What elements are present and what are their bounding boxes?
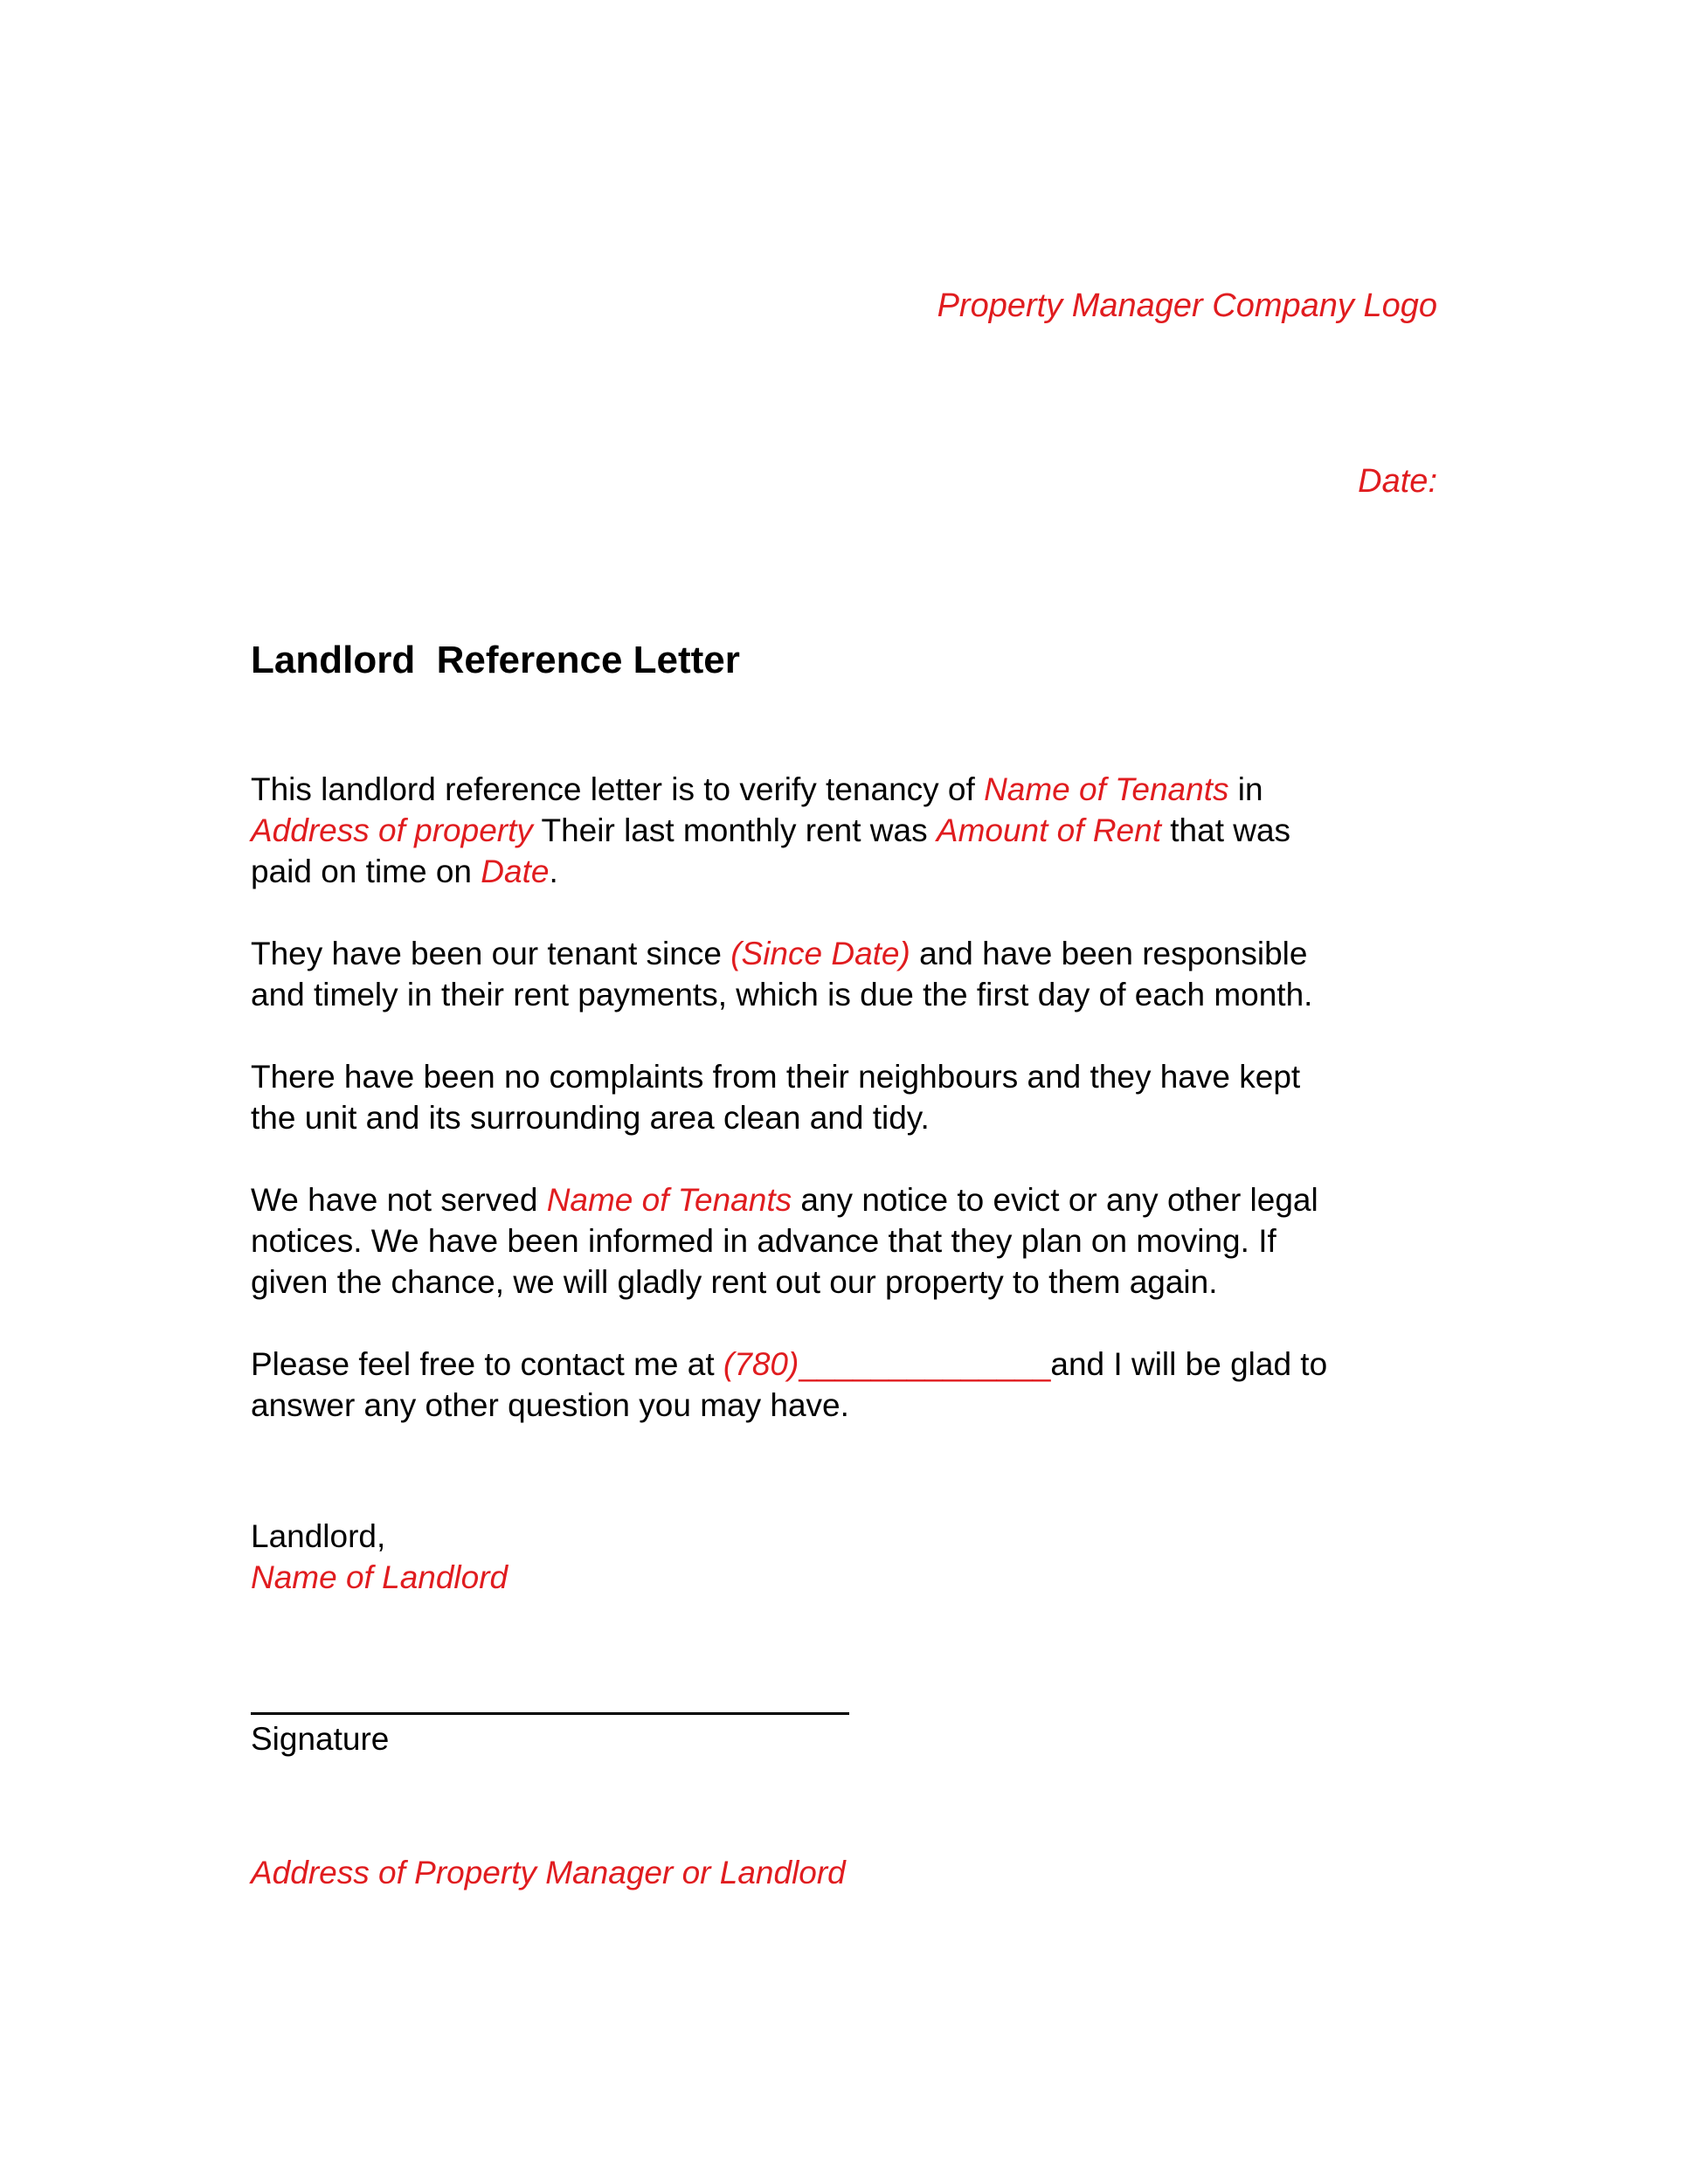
signature-line: [251, 1712, 849, 1715]
paragraph-text: any notice to evict or any other legal: [792, 1182, 1318, 1218]
paragraph-contact: [251, 1344, 1437, 1426]
paragraph-text: This landlord reference letter is to verify tenancy of: [251, 771, 985, 807]
paragraph-tenancy-verification: [251, 769, 1437, 892]
paragraph-text: There have been no complaints from their neighbours and they have kept: [251, 1059, 1301, 1095]
paragraph-text: They have been our tenant since: [251, 936, 731, 971]
paragraph-no-complaints: [251, 1056, 1437, 1138]
paragraph-text: We have not served: [251, 1182, 547, 1218]
paragraph-text: the unit and its surrounding area clean and tidy.: [251, 1100, 930, 1136]
signature-label: Signature: [251, 1721, 390, 1757]
paragraph-text: Their last monthly rent was: [532, 812, 937, 848]
closing-salutation: Landlord,: [251, 1518, 386, 1554]
paragraph-text: and have been responsible: [910, 936, 1308, 971]
tenant-name-placeholder: Name of Tenants: [546, 1182, 792, 1218]
closing-block: [251, 1516, 1437, 1598]
paragraph-text: and I will be glad to: [1050, 1346, 1328, 1382]
date-label: Date:: [1358, 463, 1437, 500]
paragraph-text: Please feel free to contact me at: [251, 1346, 723, 1382]
paragraph-text: and timely in their rent payments, which is due the first day of each month.: [251, 977, 1313, 1013]
paragraph-text: answer any other question you may have.: [251, 1387, 849, 1423]
rent-amount-placeholder: Amount of Rent: [936, 812, 1161, 848]
paragraph-text: paid on time on: [251, 854, 481, 889]
phone-blank-line: ______________: [799, 1346, 1051, 1382]
manager-address-placeholder: Address of Property Manager or Landlord: [251, 1855, 846, 1890]
date-placeholder: Date: [481, 854, 550, 889]
paragraph-text: .: [549, 854, 558, 889]
paragraph-tenancy-duration: [251, 933, 1437, 1015]
tenant-name-placeholder: Name of Tenants: [984, 771, 1229, 807]
paragraph-text: given the chance, we will gladly rent out our property to them again.: [251, 1264, 1218, 1300]
since-date-placeholder: (Since Date): [730, 936, 910, 971]
property-address-placeholder: Address of property: [251, 812, 533, 848]
logo-placeholder-text: Property Manager Company Logo: [937, 287, 1437, 324]
paragraph-text: notices. We have been informed in advance that they plan on moving. If: [251, 1223, 1276, 1259]
letter-title: Landlord Reference Letter: [251, 639, 740, 681]
phone-area-code-placeholder: (780): [723, 1346, 799, 1382]
paragraph-text: in: [1228, 771, 1263, 807]
paragraph-text: that was: [1160, 812, 1291, 848]
landlord-name-placeholder: Name of Landlord: [251, 1559, 508, 1595]
paragraph-no-notices: [251, 1179, 1437, 1303]
